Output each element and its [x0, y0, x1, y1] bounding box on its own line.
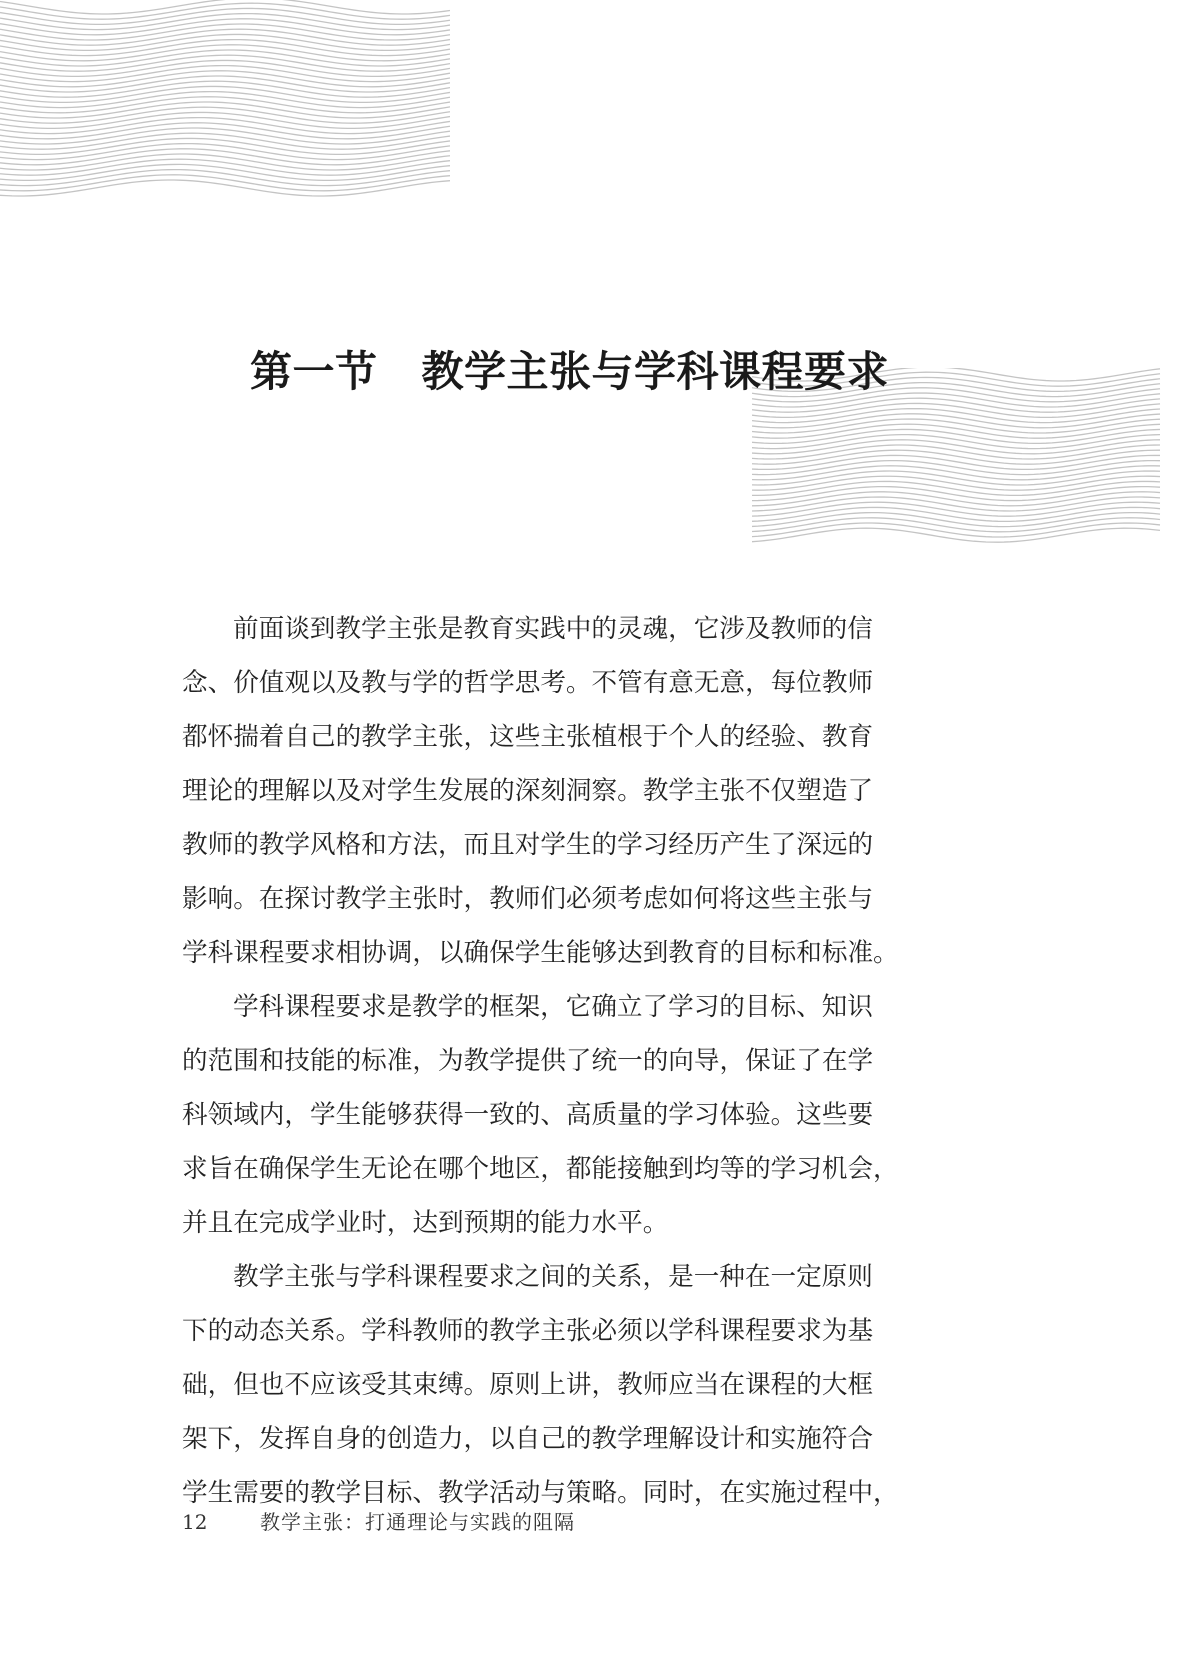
text-line: 下的动态关系。学科教师的教学主张必须以学科课程要求为基: [182, 1316, 874, 1346]
wave-line: [0, 76, 450, 92]
wave-line: [0, 92, 450, 108]
text-line: 求旨在确保学生无论在哪个地区，都能接触到均等的学习机会，: [182, 1154, 899, 1184]
wave-line: [0, 86, 450, 102]
wave-line: [0, 97, 450, 113]
wave-line: [0, 60, 450, 76]
wave-line: [0, 29, 450, 45]
text-line: 的范围和技能的标准，为教学提供了统一的向导，保证了在学: [182, 1046, 874, 1076]
text-line: 教师的教学风格和方法，而且对学生的学习经历产生了深远的: [182, 830, 874, 860]
text-line: 前面谈到教学主张是教育实践中的灵魂，它涉及教师的信: [233, 614, 873, 644]
text-line: 础，但也不应该受其束缚。原则上讲，教师应当在课程的大框: [182, 1370, 874, 1400]
page-number: 12: [182, 1510, 208, 1534]
running-title: 教学主张：打通理论与实践的阻隔: [260, 1510, 575, 1534]
text-line: 影响。在探讨教学主张时，教师们必须考虑如何将这些主张与: [182, 884, 874, 914]
wave-line: [0, 71, 450, 87]
wave-line: [0, 40, 450, 56]
wave-line: [0, 50, 450, 66]
paragraph: [182, 1250, 962, 1520]
wave-line: [0, 34, 450, 50]
wave-line: [752, 528, 1160, 542]
text-line: 并且在完成学业时，达到预期的能力水平。: [182, 1208, 669, 1238]
wave-line: [0, 19, 450, 35]
wave-line: [752, 445, 1160, 459]
page-footer: [182, 1506, 575, 1535]
wave-line: [0, 14, 450, 30]
wave-line: [0, 8, 450, 24]
text-line: 念、价值观以及教与学的哲学思考。不管有意无意，每位教师: [182, 668, 874, 698]
wave-line: [0, 66, 450, 82]
text-line: 架下，发挥自身的创造力，以自己的教学理解设计和实施符合: [182, 1424, 874, 1454]
text-line: 学科课程要求是教学的框架，它确立了学习的目标、知识: [233, 992, 873, 1022]
section-number: 第一节: [250, 347, 378, 397]
wave-line: [0, 81, 450, 97]
wave-line: [0, 45, 450, 61]
section-title-text: 教学主张与学科课程要求: [421, 347, 890, 397]
body-text: [182, 602, 962, 1520]
paragraph: [182, 602, 962, 980]
decorative-wave-lines-top: [0, 0, 450, 205]
section-heading: [250, 346, 950, 398]
wave-line: [0, 0, 450, 14]
text-line: 理论的理解以及对学生发展的深刻洞察。教学主张不仅塑造了: [182, 776, 874, 806]
wave-line: [0, 55, 450, 71]
wave-line: [0, 24, 450, 40]
text-line: 教学主张与学科课程要求之间的关系，是一种在一定原则: [233, 1262, 873, 1292]
paragraph: [182, 980, 962, 1250]
wave-line: [0, 112, 450, 128]
text-line: 科领域内，学生能够获得一致的、高质量的学习体验。这些要: [182, 1100, 874, 1130]
text-line: 都怀揣着自己的教学主张，这些主张植根于个人的经验、教育: [182, 722, 874, 752]
wave-line: [0, 102, 450, 118]
wave-line: [0, 107, 450, 123]
text-line: 学科课程要求相协调，以确保学生能够达到教育的目标和标准。: [182, 938, 899, 968]
wave-line: [0, 123, 450, 139]
wave-line: [752, 487, 1160, 501]
wave-line: [0, 118, 450, 134]
text-line: 学生需要的教学目标、教学活动与策略。同时，在实施过程中，: [182, 1478, 899, 1508]
